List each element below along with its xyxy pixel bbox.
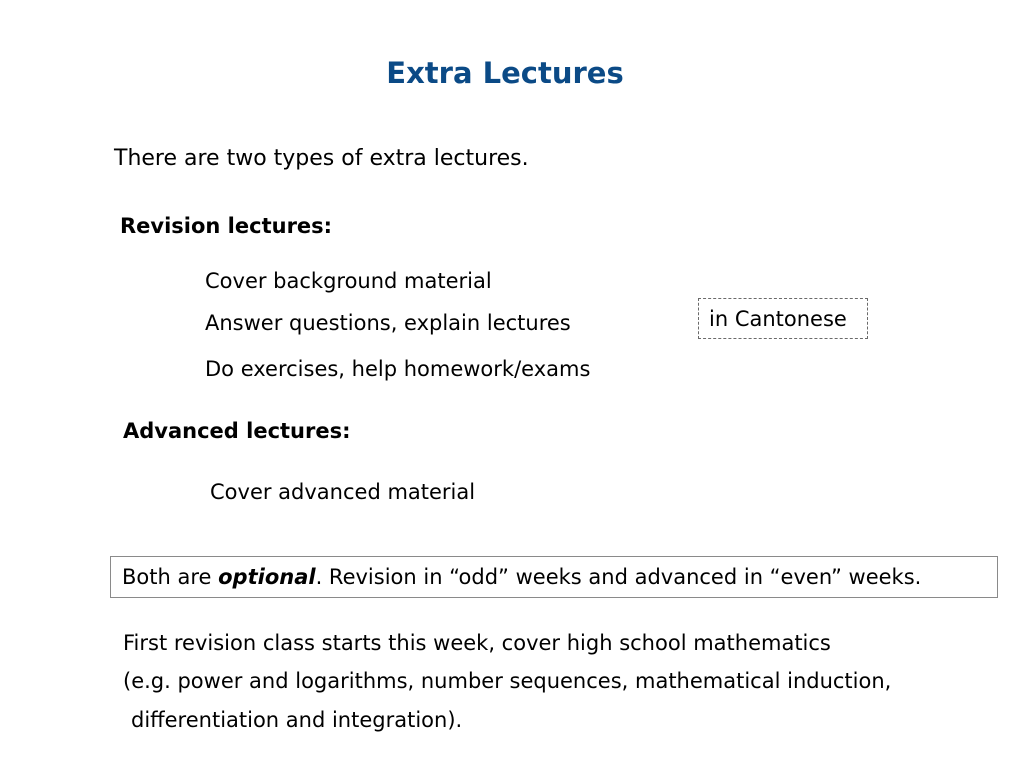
language-note-box (698, 298, 868, 339)
language-note-text: in Cantonese (709, 307, 847, 331)
note-emphasis: optional (218, 565, 316, 589)
revision-item: Cover background material (205, 269, 492, 293)
advanced-item: Cover advanced material (210, 480, 476, 504)
slide-title: Extra Lectures (386, 56, 624, 90)
revision-item: Do exercises, help homework/exams (205, 357, 591, 381)
footer-line: (e.g. power and logarithms, number sequences, mathematical induction, (123, 669, 892, 693)
optional-note-box (110, 556, 998, 598)
revision-item: Answer questions, explain lectures (205, 311, 571, 335)
optional-note-text (122, 564, 921, 590)
intro-text: There are two types of extra lectures. (114, 146, 529, 171)
footer-line: First revision class starts this week, cover high school mathematics (123, 631, 831, 655)
footer-line: differentiation and integration). (131, 708, 463, 732)
note-prefix: Both are (122, 565, 219, 589)
note-suffix: . Revision in “odd” weeks and advanced in “even” weeks. (315, 565, 922, 589)
advanced-lectures-heading: Advanced lectures: (123, 419, 351, 443)
revision-lectures-heading: Revision lectures: (120, 214, 333, 238)
